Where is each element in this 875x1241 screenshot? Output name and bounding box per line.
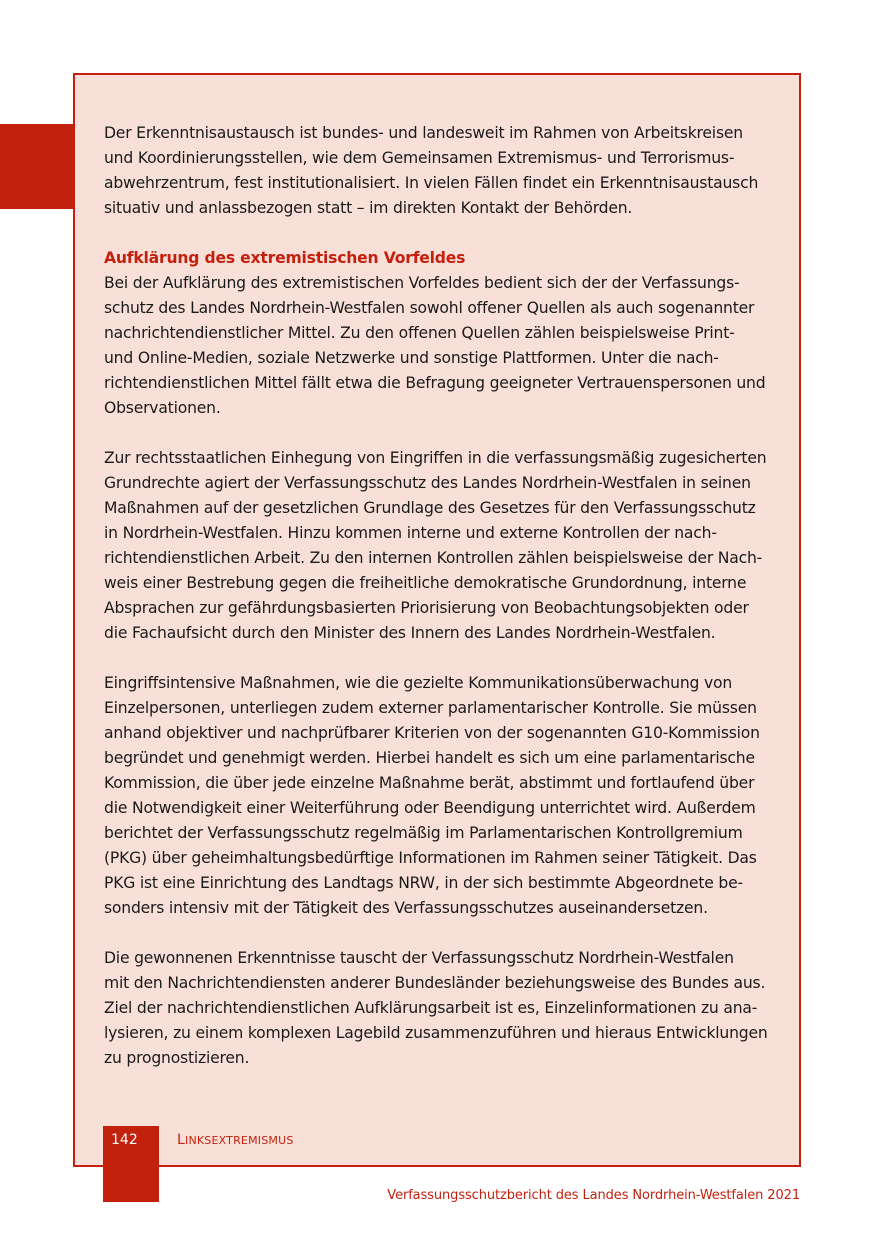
text-line: Der Erkenntnisaustausch ist bundes- und landesweit im Rahmen von Arbeitskreisen	[104, 124, 743, 142]
section-title: LINKSEXTREMISMUS	[177, 1132, 294, 1148]
text-line: nachrichtendienstlicher Mittel. Zu den offenen Quellen zählen beispielsweise Print-	[104, 324, 735, 342]
text-line: die Notwendigkeit einer Weiterführung oder Beendigung unterrichtet wird. Außerdem	[104, 799, 756, 817]
text-line: Kommission, die über jede einzelne Maßnahme berät, abstimmt und fortlaufend über	[104, 774, 755, 792]
text-line: Grundrechte agiert der Verfassungsschutz des Landes Nordrhein-Westfalen in seinen	[104, 474, 751, 492]
text-line: begründet und genehmigt werden. Hierbei handelt es sich um eine parlamentarische	[104, 749, 755, 767]
info-box-content	[104, 121, 784, 1071]
text-line: berichtet der Verfassungsschutz regelmäßig im Parlamentarischen Kontrollgremium	[104, 824, 743, 842]
text-line: weis einer Bestrebung gegen die freiheitliche demokratische Grundordnung, interne	[104, 574, 747, 592]
text-line: Einzelpersonen, unterliegen zudem externer parlamentarischer Kontrolle. Sie müssen	[104, 699, 757, 717]
text-line: Maßnahmen auf der gesetzlichen Grundlage des Gesetzes für den Verfassungsschutz	[104, 499, 756, 517]
text-line: Absprachen zur gefährdungsbasierten Priorisierung von Beobachtungsobjekten oder	[104, 599, 749, 617]
text-line: situativ und anlassbezogen statt – im direkten Kontakt der Behörden.	[104, 199, 633, 217]
text-line: Zur rechtsstaatlichen Einhegung von Eingriffen in die verfassungsmäßig zugesicherten	[104, 449, 767, 467]
text-line: sonders intensiv mit der Tätigkeit des Verfassungsschutzes auseinandersetzen.	[104, 899, 708, 917]
text-line: anhand objektiver und nachprüfbarer Kriterien von der sogenannten G10-Kommission	[104, 724, 760, 742]
text-line: Bei der Aufklärung des extremistischen Vorfeldes bedient sich der der Verfassungs-	[104, 274, 740, 292]
text-line: schutz des Landes Nordrhein-Westfalen sowohl offener Quellen als auch sogenannter	[104, 299, 755, 317]
text-line: Eingriffsintensive Maßnahmen, wie die gezielte Kommunikationsüberwachung von	[104, 674, 733, 692]
text-line: mit den Nachrichtendiensten anderer Bundesländer beziehungsweise des Bundes aus.	[104, 974, 766, 992]
text-line: zu prognostizieren.	[104, 1049, 250, 1067]
text-line: Observationen.	[104, 399, 221, 417]
text-line: abwehrzentrum, fest institutionalisiert. In vielen Fällen findet ein Erkenntnisaustausch	[104, 174, 759, 192]
text-line: Die gewonnenen Erkenntnisse tauscht der Verfassungsschutz Nordrhein-Westfalen	[104, 949, 734, 967]
text-line: in Nordrhein-Westfalen. Hinzu kommen interne und externe Kontrollen der nach-	[104, 524, 717, 542]
text-line: lysieren, zu einem komplexen Lagebild zusammenzuführen und hieraus Entwicklungen	[104, 1024, 768, 1042]
text-line: Ziel der nachrichtendienstlichen Aufklärungsarbeit ist es, Einzelinformationen zu ana-	[104, 999, 758, 1017]
text-line: die Fachaufsicht durch den Minister des Innern des Landes Nordrhein-Westfalen.	[104, 624, 716, 642]
side-tab-marker	[0, 124, 75, 209]
text-line: richtendienstlichen Mittel fällt etwa die Befragung geeigneter Vertrauenspersonen und	[104, 374, 766, 392]
section-heading: Aufklärung des extremistischen Vorfeldes	[104, 249, 466, 267]
text-line: und Online-Medien, soziale Netzwerke und sonstige Plattformen. Unter die nach-	[104, 349, 719, 367]
text-line: und Koordinierungsstellen, wie dem Gemeinsamen Extremismus- und Terrorismus-	[104, 149, 735, 167]
paragraph-5	[104, 946, 784, 1071]
text-line: (PKG) über geheimhaltungsbedürftige Informationen im Rahmen seiner Tätigkeit. Das	[104, 849, 757, 867]
footer-text: Verfassungsschutzbericht des Landes Nordrhein-Westfalen 2021	[387, 1188, 800, 1203]
paragraph-1	[104, 121, 784, 221]
paragraph-4	[104, 671, 784, 921]
text-line: PKG ist eine Einrichtung des Landtags NRW, in der sich bestimmte Abgeordnete be-	[104, 874, 743, 892]
paragraph-2	[104, 271, 784, 421]
text-line: richtendienstlichen Arbeit. Zu den internen Kontrollen zählen beispielsweise der Nach-	[104, 549, 763, 567]
page-number: 142	[111, 1132, 138, 1148]
paragraph-3	[104, 446, 784, 646]
